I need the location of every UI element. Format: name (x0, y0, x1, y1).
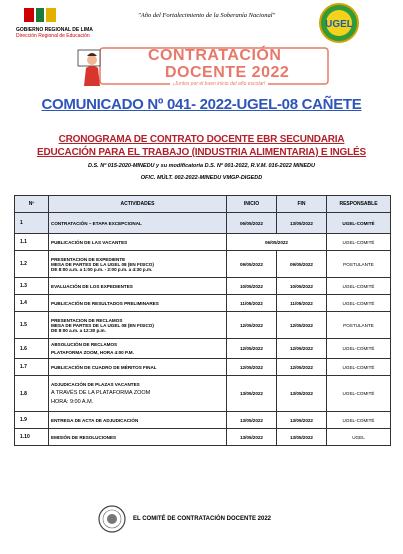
row-fin: 13/05/2022 (277, 376, 327, 412)
phase-responsable: UGEL-COMITÉ (327, 213, 391, 234)
row-num: 1.5 (15, 312, 49, 339)
row-num: 1.3 (15, 278, 49, 295)
table-row (15, 312, 391, 339)
row-responsable: UGEL-COMITÉ (327, 412, 391, 429)
phase-activity: CONTRATACIÓN – ETAPA EXCEPCIONAL (49, 213, 227, 234)
row-inicio: 12/05/2022 (227, 339, 277, 359)
schedule-table (14, 195, 391, 446)
row-responsable: UGEL-COMITÉ (327, 295, 391, 312)
activity-line: PUBLICACIÓN DE CUADRO DE MÉRITOS FINAL (51, 364, 157, 370)
activity-line: MESA DE PARTES DE LA UGEL 08 (EN FISICO) (51, 322, 154, 328)
activity-line: EVALUACIÓN DE LOS EXPEDIENTES (51, 283, 133, 289)
row-fin: 10/05/2022 (277, 278, 327, 295)
row-responsable: UGEL-COMITÉ (327, 339, 391, 359)
row-inicio: 11/05/2022 (227, 295, 277, 312)
banner-title-line1: CONTRATACIÓN (148, 47, 282, 64)
header-fin: FIN (277, 196, 327, 213)
row-activity (49, 376, 227, 412)
row-responsable: UGEL-COMITÉ (327, 376, 391, 412)
row-num: 1.10 (15, 429, 49, 446)
table-row (15, 234, 391, 251)
row-inicio: 10/05/2022 (227, 278, 277, 295)
phase-inicio: 06/05/2022 (227, 213, 277, 234)
table-row (15, 295, 391, 312)
phase-row (15, 213, 391, 234)
row-num: 1.6 (15, 339, 49, 359)
banner-tagline: ¡Juntos por el buen inicio del año escolar! (170, 81, 268, 87)
header-actividades: ACTIVIDADES (49, 196, 227, 213)
gobierno-name: GOBIERNO REGIONAL DE LIMA (16, 27, 93, 33)
row-fin: 11/05/2022 (277, 295, 327, 312)
row-fin: 09/05/2022 (277, 251, 327, 278)
table-row (15, 376, 391, 412)
activity-line: PRESENTACION DE EXPEDIENTE (51, 256, 126, 262)
gobierno-regional-logo (20, 4, 60, 26)
table-row (15, 278, 391, 295)
row-num: 1.4 (15, 295, 49, 312)
phase-num: 1 (15, 213, 49, 234)
oficio-reference: OFIC. MÚLT. 002-2022-MINEDU VMGP-DIGEDD (140, 175, 263, 181)
row-activity (49, 359, 227, 376)
row-inicio: 12/05/2022 (227, 359, 277, 376)
row-inicio: 09/05/2022 (227, 251, 277, 278)
row-activity (49, 412, 227, 429)
table-row (15, 251, 391, 278)
row-activity (49, 339, 227, 359)
table-row (15, 412, 391, 429)
activity-line: DE 8:00 a.m. a 12:30 p.m. (51, 327, 106, 333)
comunicado-title: COMUNICADO Nº 041- 2022-UGEL-08 CAÑETE (41, 96, 362, 113)
row-responsable: UGEL-COMITÉ (327, 278, 391, 295)
row-date-merged: 06/05/2022 (227, 234, 327, 251)
ugel-logo (318, 2, 360, 44)
row-activity (49, 251, 227, 278)
row-fin: 12/05/2022 (277, 359, 327, 376)
row-fin: 13/05/2022 (277, 429, 327, 446)
table-row (15, 339, 391, 359)
row-responsable: UGEL-COMITÉ (327, 359, 391, 376)
table-header-row (15, 196, 391, 213)
row-fin: 12/05/2022 (277, 339, 327, 359)
row-num: 1.7 (15, 359, 49, 376)
activity-line: MESA DE PARTES DE LA UGEL 08 (EN FISICO) (51, 261, 154, 267)
table-row (15, 359, 391, 376)
activity-line: PLATAFORMA ZOOM, HORA 4:00 P.M. (51, 350, 134, 355)
activity-line: EMISIÓN DE RESOLUCIONES (51, 434, 117, 440)
activity-line: DE 8:00 a.m. a 1:00 p.m. - 2:00 p.m. a 4:30 p.m. (51, 266, 153, 272)
row-activity (49, 429, 227, 446)
header-num: Nº (15, 196, 49, 213)
banner-title-line2: DOCENTE 2022 (165, 64, 290, 81)
gobierno-sub: Dirección Regional de Educación (16, 33, 90, 39)
phase-fin: 13/05/2022 (277, 213, 327, 234)
row-responsable: UGEL (327, 429, 391, 446)
row-responsable: UGEL-COMITÉ (327, 234, 391, 251)
activity-line: PRESENTACION DE RECLAMOS (51, 317, 123, 323)
row-inicio: 12/05/2022 (227, 312, 277, 339)
row-activity (49, 312, 227, 339)
cronograma-title-line2: EDUCACIÓN PARA EL TRABAJO (INDUSTRIA ALIMENTARIA) E INGLÉS (37, 147, 366, 158)
gobierno-regional-name (16, 27, 93, 39)
row-num: 1.9 (15, 412, 49, 429)
legal-basis: D.S. Nº 015-2020-MINEDU y su modificatoria D.S. Nº 001-2022, R.V.M. 016-2022 MINEDU (88, 163, 315, 169)
row-activity (49, 278, 227, 295)
header-inicio: INICIO (227, 196, 277, 213)
row-inicio: 13/05/2022 (227, 429, 277, 446)
row-inicio: 13/05/2022 (227, 376, 277, 412)
activity-line: ABSOLUCIÓN DE RECLAMOS (51, 342, 118, 347)
table-row (15, 429, 391, 446)
activity-line: HORA: 9:00 A.M. (51, 399, 94, 405)
row-num: 1.8 (15, 376, 49, 412)
header-responsable: RESPONSABLE (327, 196, 391, 213)
row-activity (49, 234, 227, 251)
activity-line: PUBLICACIÓN DE LAS VACANTES (51, 239, 128, 245)
activity-line: PUBLICACIÓN DE RESULTADOS PRELIMINARES (51, 300, 159, 306)
activity-line: ENTREGA DE ACTA DE ADJUDICACIÓN (51, 417, 139, 423)
year-slogan: "Año del Fortalecimiento de la Soberanía Nacional" (138, 12, 276, 19)
ugel-logo-text: UGEL (325, 19, 353, 30)
row-responsable: POSTULANTE (327, 312, 391, 339)
row-num: 1.2 (15, 251, 49, 278)
row-fin: 13/05/2022 (277, 412, 327, 429)
row-num: 1.1 (15, 234, 49, 251)
row-fin: 12/05/2022 (277, 312, 327, 339)
committee-seal-icon (97, 504, 127, 534)
row-activity (49, 295, 227, 312)
footer-committee: EL COMITÉ DE CONTRATACIÓN DOCENTE 2022 (133, 516, 272, 522)
row-inicio: 13/05/2022 (227, 412, 277, 429)
activity-line: A TRAVÉS DE LA PLATAFORMA ZOOM (51, 390, 151, 396)
cronograma-title-line1: CRONOGRAMA DE CONTRATO DOCENTE EBR SECUNDARIA (58, 134, 345, 145)
activity-line: ADJUDICACIÓN DE PLAZAS VACANTES (51, 382, 140, 387)
row-responsable: POSTULANTE (327, 251, 391, 278)
